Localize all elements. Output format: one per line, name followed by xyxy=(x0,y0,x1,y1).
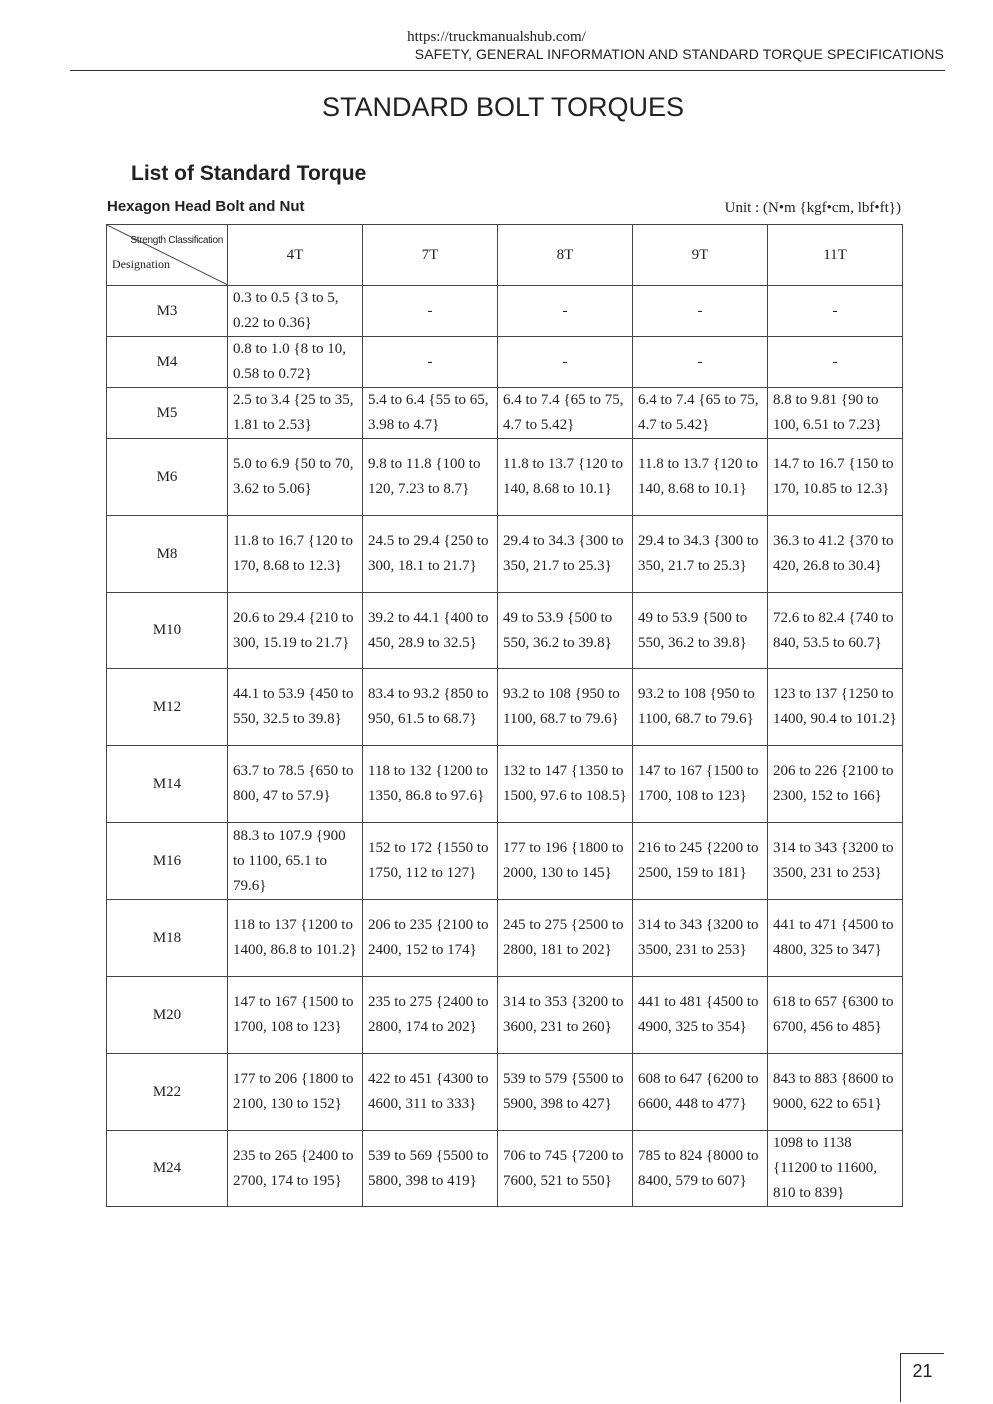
torque-value-cell: 206 to 235 {2100 to 2400, 152 to 174} xyxy=(363,900,498,977)
torque-value-cell: 29.4 to 34.3 {300 to 350, 21.7 to 25.3} xyxy=(633,516,768,593)
table-row xyxy=(107,593,903,669)
unit-note: Unit : (N•m {kgf•cm, lbf•ft}) xyxy=(724,200,901,216)
table-row xyxy=(107,439,903,516)
table-row xyxy=(107,900,903,977)
column-header: 4T xyxy=(228,225,363,286)
section-title: List of Standard Torque xyxy=(131,162,367,185)
torque-value-cell: 706 to 745 {7200 to 7600, 521 to 550} xyxy=(498,1131,633,1207)
designation-cell: M4 xyxy=(107,337,228,388)
torque-value-cell: 93.2 to 108 {950 to 1100, 68.7 to 79.6} xyxy=(498,669,633,746)
torque-value-cell: - xyxy=(768,337,903,388)
running-head: SAFETY, GENERAL INFORMATION AND STANDARD TORQUE SPECIFICATIONS xyxy=(414,46,944,62)
torque-value-cell: 118 to 132 {1200 to 1350, 86.8 to 97.6} xyxy=(363,746,498,823)
torque-value-cell: 539 to 579 {5500 to 5900, 398 to 427} xyxy=(498,1054,633,1131)
column-header: 8T xyxy=(498,225,633,286)
torque-value-cell: 314 to 353 {3200 to 3600, 231 to 260} xyxy=(498,977,633,1054)
table-body xyxy=(107,286,903,1207)
torque-value-cell: 123 to 137 {1250 to 1400, 90.4 to 101.2} xyxy=(768,669,903,746)
torque-value-cell: 441 to 471 {4500 to 4800, 325 to 347} xyxy=(768,900,903,977)
torque-value-cell: 24.5 to 29.4 {250 to 300, 18.1 to 21.7} xyxy=(363,516,498,593)
torque-value-cell: 206 to 226 {2100 to 2300, 152 to 166} xyxy=(768,746,903,823)
torque-value-cell: 843 to 883 {8600 to 9000, 622 to 651} xyxy=(768,1054,903,1131)
torque-value-cell: 118 to 137 {1200 to 1400, 86.8 to 101.2} xyxy=(228,900,363,977)
torque-value-cell: 0.8 to 1.0 {8 to 10, 0.58 to 0.72} xyxy=(228,337,363,388)
torque-value-cell: 152 to 172 {1550 to 1750, 112 to 127} xyxy=(363,823,498,900)
torque-value-cell: 785 to 824 {8000 to 8400, 579 to 607} xyxy=(633,1131,768,1207)
torque-value-cell: 235 to 275 {2400 to 2800, 174 to 202} xyxy=(363,977,498,1054)
designation-cell: M24 xyxy=(107,1131,228,1207)
designation-cell: M14 xyxy=(107,746,228,823)
torque-value-cell: 314 to 343 {3200 to 3500, 231 to 253} xyxy=(633,900,768,977)
page-title: STANDARD BOLT TORQUES xyxy=(321,92,685,122)
column-header: 9T xyxy=(633,225,768,286)
torque-value-cell: 72.6 to 82.4 {740 to 840, 53.5 to 60.7} xyxy=(768,593,903,669)
table-row xyxy=(107,977,903,1054)
table-header-row xyxy=(107,225,903,286)
table-row xyxy=(107,388,903,439)
torque-value-cell: 618 to 657 {6300 to 6700, 456 to 485} xyxy=(768,977,903,1054)
table-row xyxy=(107,337,903,388)
designation-cell: M12 xyxy=(107,669,228,746)
designation-cell: M3 xyxy=(107,286,228,337)
table-row xyxy=(107,1131,903,1207)
torque-value-cell: - xyxy=(633,286,768,337)
designation-cell: M10 xyxy=(107,593,228,669)
torque-table xyxy=(106,224,903,1207)
column-header: 11T xyxy=(768,225,903,286)
page-number: 21 xyxy=(900,1353,944,1402)
torque-value-cell: 5.0 to 6.9 {50 to 70, 3.62 to 5.06} xyxy=(228,439,363,516)
torque-value-cell: 63.7 to 78.5 {650 to 800, 47 to 57.9} xyxy=(228,746,363,823)
torque-value-cell: 93.2 to 108 {950 to 1100, 68.7 to 79.6} xyxy=(633,669,768,746)
designation-cell: M16 xyxy=(107,823,228,900)
source-url: https://truckmanualshub.com/ xyxy=(407,29,586,45)
torque-value-cell: 314 to 343 {3200 to 3500, 231 to 253} xyxy=(768,823,903,900)
torque-value-cell: 177 to 206 {1800 to 2100, 130 to 152} xyxy=(228,1054,363,1131)
table-row xyxy=(107,823,903,900)
torque-value-cell: 147 to 167 {1500 to 1700, 108 to 123} xyxy=(228,977,363,1054)
torque-value-cell: 11.8 to 13.7 {120 to 140, 8.68 to 10.1} xyxy=(633,439,768,516)
corner-label-strength: Strength Classification xyxy=(130,235,223,246)
torque-value-cell: 49 to 53.9 {500 to 550, 36.2 to 39.8} xyxy=(633,593,768,669)
designation-cell: M22 xyxy=(107,1054,228,1131)
torque-value-cell: 5.4 to 6.4 {55 to 65, 3.98 to 4.7} xyxy=(363,388,498,439)
torque-value-cell: 147 to 167 {1500 to 1700, 108 to 123} xyxy=(633,746,768,823)
torque-value-cell: 2.5 to 3.4 {25 to 35, 1.81 to 2.53} xyxy=(228,388,363,439)
designation-cell: M8 xyxy=(107,516,228,593)
torque-value-cell: 29.4 to 34.3 {300 to 350, 21.7 to 25.3} xyxy=(498,516,633,593)
torque-value-cell: 177 to 196 {1800 to 2000, 130 to 145} xyxy=(498,823,633,900)
column-header: 7T xyxy=(363,225,498,286)
table-row xyxy=(107,669,903,746)
table-row xyxy=(107,1054,903,1131)
torque-value-cell: - xyxy=(768,286,903,337)
torque-value-cell: 235 to 265 {2400 to 2700, 174 to 195} xyxy=(228,1131,363,1207)
designation-cell: M18 xyxy=(107,900,228,977)
torque-value-cell: - xyxy=(498,337,633,388)
torque-value-cell: - xyxy=(363,286,498,337)
torque-value-cell: 11.8 to 13.7 {120 to 140, 8.68 to 10.1} xyxy=(498,439,633,516)
torque-value-cell: 36.3 to 41.2 {370 to 420, 26.8 to 30.4} xyxy=(768,516,903,593)
corner-label-designation: Designation xyxy=(112,257,170,271)
torque-value-cell: 20.6 to 29.4 {210 to 300, 15.19 to 21.7} xyxy=(228,593,363,669)
torque-value-cell: 8.8 to 9.81 {90 to 100, 6.51 to 7.23} xyxy=(768,388,903,439)
torque-value-cell: 608 to 647 {6200 to 6600, 448 to 477} xyxy=(633,1054,768,1131)
table-row xyxy=(107,286,903,337)
torque-value-cell: 245 to 275 {2500 to 2800, 181 to 202} xyxy=(498,900,633,977)
torque-value-cell: 6.4 to 7.4 {65 to 75, 4.7 to 5.42} xyxy=(633,388,768,439)
torque-value-cell: 88.3 to 107.9 {900 to 1100, 65.1 to 79.6} xyxy=(228,823,363,900)
torque-value-cell: - xyxy=(498,286,633,337)
torque-value-cell: 14.7 to 16.7 {150 to 170, 10.85 to 12.3} xyxy=(768,439,903,516)
table-row xyxy=(107,746,903,823)
torque-value-cell: 44.1 to 53.9 {450 to 550, 32.5 to 39.8} xyxy=(228,669,363,746)
torque-value-cell: 216 to 245 {2200 to 2500, 159 to 181} xyxy=(633,823,768,900)
designation-cell: M20 xyxy=(107,977,228,1054)
torque-value-cell: - xyxy=(363,337,498,388)
subsection-title: Hexagon Head Bolt and Nut xyxy=(107,198,305,215)
torque-value-cell: 441 to 481 {4500 to 4900, 325 to 354} xyxy=(633,977,768,1054)
torque-value-cell: 49 to 53.9 {500 to 550, 36.2 to 39.8} xyxy=(498,593,633,669)
torque-value-cell: - xyxy=(633,337,768,388)
torque-value-cell: 422 to 451 {4300 to 4600, 311 to 333} xyxy=(363,1054,498,1131)
torque-value-cell: 39.2 to 44.1 {400 to 450, 28.9 to 32.5} xyxy=(363,593,498,669)
torque-value-cell: 6.4 to 7.4 {65 to 75, 4.7 to 5.42} xyxy=(498,388,633,439)
header-rule xyxy=(70,70,945,71)
torque-value-cell: 11.8 to 16.7 {120 to 170, 8.68 to 12.3} xyxy=(228,516,363,593)
torque-value-cell: 539 to 569 {5500 to 5800, 398 to 419} xyxy=(363,1131,498,1207)
torque-value-cell: 9.8 to 11.8 {100 to 120, 7.23 to 8.7} xyxy=(363,439,498,516)
designation-cell: M6 xyxy=(107,439,228,516)
torque-value-cell: 83.4 to 93.2 {850 to 950, 61.5 to 68.7} xyxy=(363,669,498,746)
table-row xyxy=(107,516,903,593)
table-corner-cell xyxy=(107,225,228,286)
torque-value-cell: 0.3 to 0.5 {3 to 5, 0.22 to 0.36} xyxy=(228,286,363,337)
torque-value-cell: 1098 to 1138 {11200 to 11600, 810 to 839} xyxy=(768,1131,903,1207)
torque-value-cell: 132 to 147 {1350 to 1500, 97.6 to 108.5} xyxy=(498,746,633,823)
designation-cell: M5 xyxy=(107,388,228,439)
